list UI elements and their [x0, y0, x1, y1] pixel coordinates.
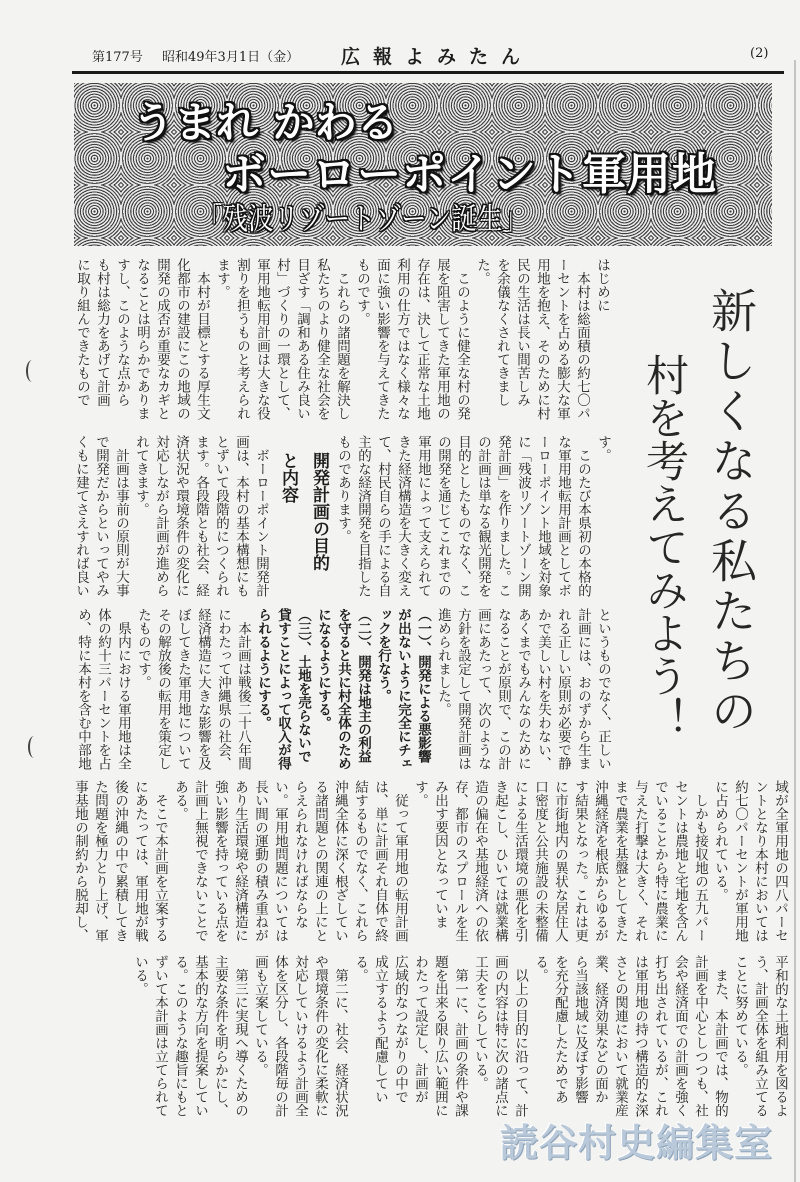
issue-date: 昭和49年3月1日（金）	[162, 50, 300, 65]
article-tier-1	[72, 258, 612, 420]
text-column: 済状況や環境条件の変化に	[173, 435, 189, 597]
text-column: き起こし、ひいては就業構	[492, 780, 508, 942]
text-column: わたって設定し、計画が	[412, 955, 428, 1104]
text-column: 計画は事前の原則が大事	[113, 435, 129, 597]
text-column: で開発だからといってやみ	[93, 435, 109, 597]
text-column: その解放後の転用を策定し	[155, 608, 171, 770]
article-tier-2	[71, 435, 613, 597]
text-column: ーローポイント地域を対象	[535, 435, 551, 597]
text-column: 化都市の建設にこの地域の	[174, 258, 190, 420]
text-column: る。	[532, 955, 548, 982]
text-column: た問題を極力とり上げ、軍	[92, 780, 108, 942]
text-column: 目的としたものでなく、こ	[455, 435, 471, 597]
text-column: に占められている。	[712, 780, 728, 902]
text-column: 存、都市のスプロールを生	[452, 780, 468, 942]
text-column: を余儀なくされてきまし	[494, 258, 510, 407]
text-column: や環境条件の変化に柔軟に	[312, 955, 328, 1117]
text-column: ます。各段階とも社会、経	[193, 435, 209, 597]
text-column: て、村民自らの手による自	[375, 435, 391, 597]
text-column: れる正しい原則が必要で静	[555, 608, 571, 770]
text-column: 成立するよう配慮してい	[372, 955, 388, 1104]
text-column: 強い影響を持っている点を	[212, 780, 228, 942]
text-column: 主要な条件を明らかにし、	[212, 955, 228, 1117]
feature-title-line-1: 新しくなる私たちの	[704, 287, 758, 737]
text-column: なることは明らかでありま	[134, 258, 150, 420]
text-column: 基本的な方向を提案してい	[192, 955, 208, 1117]
bold-text-column: （三）、土地を売らないで	[295, 608, 311, 764]
text-column: いる。	[132, 955, 148, 996]
text-column: に市街地内の異状な居住人	[552, 780, 568, 942]
text-column: 第二に、社会、経済状況	[332, 955, 348, 1117]
text-column: 存在は、決して正常な土地	[414, 258, 430, 420]
text-column: ものです。	[354, 258, 370, 326]
text-column: 従って軍用地の転用計画	[392, 780, 408, 942]
punch-hole-mark	[28, 736, 40, 758]
text-column: による生活環境の悪化を引	[512, 780, 528, 942]
text-column: る。このような趣旨にもと	[172, 955, 188, 1117]
text-column: う、計画全体を組み立てる	[752, 955, 768, 1117]
text-column: た。	[474, 258, 490, 285]
text-column: 目ざす「調和ある住み良い	[294, 258, 310, 420]
text-column: また、本計画では、物的	[712, 955, 728, 1117]
text-column: 会や経済面での計画を強く	[672, 955, 688, 1117]
text-column: らえられなければならな	[292, 780, 308, 929]
text-column: 私たちのより健全な社会を	[314, 258, 330, 420]
publication-name: 広報よみたん	[341, 46, 534, 68]
text-column: くもに建てさえすれば良い	[73, 435, 89, 597]
text-column: 方針を設定して開発計画は	[455, 608, 471, 770]
text-column: とずいて段階的につくられ	[213, 435, 229, 597]
text-column: にわたって沖縄県の社会、	[215, 608, 231, 770]
text-column: は、単に計画それ自体で終	[372, 780, 388, 942]
page-edge-shadow	[794, 60, 796, 1182]
headline-banner	[74, 83, 772, 246]
text-column: 体の約十三パーセントを占	[95, 608, 111, 770]
text-column: このたび本県初の本格的	[575, 435, 591, 597]
text-column: 発計画」を作りました。こ	[495, 435, 511, 597]
text-column: 体を区分し、各段階毎の計	[272, 955, 288, 1117]
bold-text-column: （二）、開発は地主の利益	[355, 608, 371, 764]
text-column: 結するものでなく、これら	[352, 780, 368, 942]
text-column: 事基地の制約から脱却し、	[72, 780, 88, 942]
article-tier-3	[73, 608, 613, 770]
bold-text-column: が出ないように完全にチェ	[395, 608, 411, 770]
text-column: 題を出来る限り広い範囲に	[432, 955, 448, 1117]
text-column: 展を阻害してきた軍用地の	[434, 258, 450, 420]
text-column: 工夫をこらしている。	[472, 955, 488, 1090]
banner-subheadline: 「残波リゾートゾーン誕生」	[197, 202, 528, 237]
text-column: ぼしてきた軍用地について	[175, 608, 191, 770]
text-column: あり生活環境や経済構造に	[232, 780, 248, 942]
text-column: 第三に実現へ導くための	[232, 955, 248, 1117]
text-column: 計画上無視できないことで	[192, 780, 208, 942]
text-column: 県内における軍用地は全	[115, 608, 131, 770]
text-column: 対応しながら計画が進めら	[153, 435, 169, 597]
text-column: に「残波リゾートゾーン開	[515, 435, 531, 597]
bold-text-column: （一）、開発による悪影響	[415, 608, 431, 764]
text-column: 以上の目的に沿って、計	[512, 955, 528, 1117]
text-column: さとの関連において就業産	[612, 955, 628, 1117]
bold-text-column: られるようにする。	[255, 608, 271, 730]
text-column: しかも接収地の五九パー	[692, 780, 708, 942]
text-column: ーセントを占める膨大な軍	[554, 258, 570, 420]
text-column: み出す要因となっていま	[432, 780, 448, 929]
text-column: な軍用地転用計画としてボ	[555, 435, 571, 597]
text-column: 軍用地によって支えられて	[415, 435, 431, 597]
text-column: 画も立案している。	[252, 955, 268, 1077]
text-column: 経済構造に大きな影響を及	[195, 608, 211, 770]
text-column: 開発の成否が重要なカギと	[154, 258, 170, 420]
archive-watermark: 読谷村史編集室	[500, 1121, 774, 1165]
text-column: 後の沖縄の中で累積してき	[112, 780, 128, 942]
page-number: (2)	[750, 46, 769, 61]
text-column: でいることから特に農業に	[652, 780, 668, 942]
text-column: ずいて本計画は立てられて	[152, 955, 168, 1117]
text-column: ます。	[214, 258, 230, 299]
text-column: すし、このような点から	[114, 258, 130, 407]
text-column: 沖縄経済を根底からゆるが	[592, 780, 608, 942]
text-column: 主的な経済開発を目指した	[355, 435, 371, 597]
text-column: 民の生活は長い間苦しみ	[514, 258, 530, 407]
text-column: 画は、本村の基本構想にも	[233, 435, 249, 597]
text-column: の計画は単なる観光開発を	[475, 435, 491, 597]
text-column: 軍用地転用計画は大きな役	[254, 258, 270, 420]
text-column: の開発を通じてこれまでの	[435, 435, 451, 597]
text-column: に取り組んできたもので	[74, 258, 90, 407]
text-column: ボーローポイント開発計	[253, 435, 269, 597]
text-column: 第一に、計画の条件や課	[452, 955, 468, 1117]
text-column: 面に強い影響を与えてきた	[374, 258, 390, 420]
text-column: ものであります。	[335, 435, 351, 543]
text-column: 口密度と公共施設の未整備	[532, 780, 548, 942]
text-column: なることが原則で、この計	[495, 608, 511, 770]
text-column: め、特に本村を含む中部地	[75, 608, 91, 770]
text-column: ことに努めている。	[732, 955, 748, 1077]
text-column: い。軍用地問題については	[272, 780, 288, 942]
text-column: そこで本計画を立案する	[152, 780, 168, 942]
text-column: ある。	[172, 780, 188, 821]
text-column: セントは農地と宅地を含ん	[672, 780, 688, 942]
text-column: を充分配慮したためであ	[552, 955, 568, 1104]
text-column: はじめに	[594, 258, 610, 312]
text-column: 域が全軍用地の四八パーセ	[772, 780, 788, 942]
text-column: きた経済構造を大きく変え	[395, 435, 411, 597]
banner-headline: ボーローポイント軍用地	[222, 149, 717, 200]
bold-text-column: ックを行なう。	[375, 608, 391, 703]
text-column: 広域的なつながりの中で	[392, 955, 408, 1104]
section-heading-line: 開発計画の目的	[309, 452, 329, 571]
text-column: 造の偏在や基地経済への依	[472, 780, 488, 942]
text-column: 対応していけるよう計画全	[292, 955, 308, 1117]
text-column: る諸問題との関連の上にと	[312, 780, 328, 942]
section-heading-line: と内容	[278, 452, 298, 503]
text-column: あくまでもみんなのために	[515, 608, 531, 770]
text-column: というものでなく、正しい	[595, 608, 611, 770]
article-tier-4-upper	[70, 780, 790, 942]
text-column: は軍用地の持つ構造的な深	[632, 955, 648, 1117]
text-column: 用地を抱え、そのために村	[534, 258, 550, 420]
text-column: 沖縄全体に深く根ざしてい	[332, 780, 348, 942]
text-column: 平和的な土地利用を図るよ	[772, 955, 788, 1117]
text-column: たものです。	[135, 608, 151, 689]
text-column: す。	[412, 780, 428, 807]
punch-hole-mark	[26, 360, 38, 382]
banner-kicker: うまれ かわる	[132, 98, 399, 147]
text-column: にあたっては、軍用地が戦	[132, 780, 148, 942]
text-column: 村」づくりの一環として、	[274, 258, 290, 420]
text-column: 約七〇パーセントが軍用地	[732, 780, 748, 942]
text-column: 利用の仕方ではなく様々な	[394, 258, 410, 420]
bold-text-column: 貸すことによって収入が得	[275, 608, 291, 770]
text-column: る。	[352, 955, 368, 982]
article-tier-4-lower	[130, 955, 790, 1117]
text-column: これらの諸問題を解決し	[334, 258, 350, 420]
masthead-rule	[72, 71, 784, 74]
text-column: 進められました。	[435, 608, 451, 716]
text-column: 割りを担うものと考えられ	[234, 258, 250, 420]
text-column: 計画には、おのずから生ま	[575, 608, 591, 770]
text-column: 長い間の運動の積み重ねが	[252, 780, 268, 942]
text-column: ントとなり本村においては	[752, 780, 768, 942]
text-column: このように健全な村の発	[454, 258, 470, 420]
bold-text-column: を守ると共に村全体のため	[335, 608, 351, 770]
text-column: 本村が目標とする厚生文	[194, 258, 210, 420]
text-column: かで美しい村を失わない、	[535, 608, 551, 770]
text-column: も村は総力をあげて計画	[94, 258, 110, 407]
text-column: す結果となった。これは更	[572, 780, 588, 942]
text-column: す。	[595, 435, 611, 462]
text-column: 計画を中心としつつも、社	[692, 955, 708, 1117]
text-column: 打ち出されているが、これ	[652, 955, 668, 1117]
bold-text-column: になるようにする。	[315, 608, 331, 730]
text-column: 与えた打撃は大きく、それ	[632, 780, 648, 942]
feature-title-line-2: 村を考えてみよう！	[639, 353, 689, 740]
text-column: 画にあたって、次のような	[475, 608, 491, 770]
text-column: れてきます。	[133, 435, 149, 516]
text-column: 本村は総面積の約七〇パ	[574, 258, 590, 420]
text-column: まで農業を基盤としてきた	[612, 780, 628, 942]
issue-number: 第177号	[92, 50, 143, 65]
text-column: 業、経済効果などの面か	[592, 955, 608, 1104]
text-column: 本計画は戦後二十八年間	[235, 608, 251, 770]
text-column: ら当該地域に及ぼす影響	[572, 955, 588, 1104]
text-column: 画の内容は特に次の諸点に	[492, 955, 508, 1117]
